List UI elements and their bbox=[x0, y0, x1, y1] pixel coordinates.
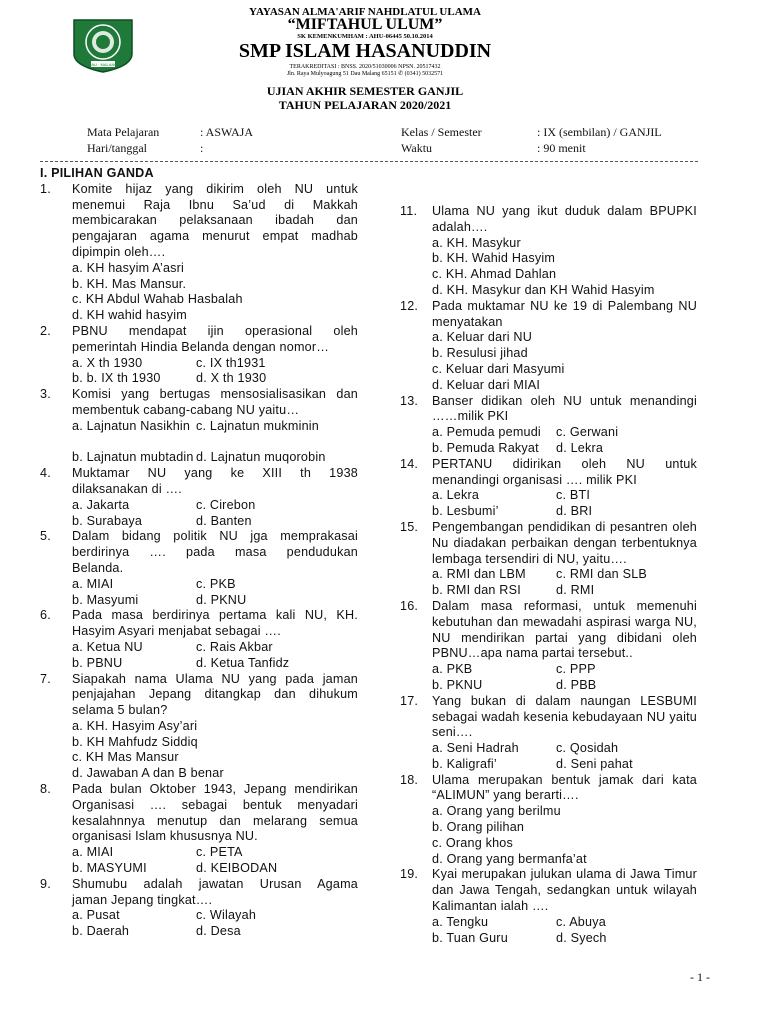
answer-option[interactable]: b. Lesbumi’ bbox=[432, 504, 499, 519]
answer-option-row bbox=[432, 346, 697, 362]
question-text: Muktamar NU yang ke XIII th 1938 bbox=[72, 466, 358, 481]
answer-option-row bbox=[432, 378, 697, 394]
answer-option[interactable]: a. Pusat bbox=[72, 908, 120, 923]
answer-option-row bbox=[432, 251, 697, 267]
question-item bbox=[400, 599, 697, 694]
answer-option[interactable]: a. RMI dan LBM bbox=[432, 567, 526, 582]
answer-option[interactable]: a. X th 1930 bbox=[72, 355, 143, 370]
question-text: Pengembangan pendidikan di pesantren oleh bbox=[432, 519, 697, 534]
question-text: Nu diadakan perbaikan dengan terbentuknya bbox=[432, 535, 697, 550]
answer-option-row bbox=[432, 362, 697, 378]
answer-option[interactable]: d. KH. Masykur dan KH Wahid Hasyim bbox=[432, 282, 655, 297]
answer-option-row bbox=[72, 719, 358, 735]
question-item bbox=[40, 324, 358, 387]
answer-option-row bbox=[432, 330, 697, 346]
answer-option-row bbox=[72, 435, 358, 451]
answer-option[interactable]: a. Keluar dari NU bbox=[432, 330, 532, 345]
question-number: 13. bbox=[400, 393, 419, 408]
answer-option[interactable]: d. Seni pahat bbox=[556, 756, 633, 771]
answer-option[interactable]: a. KH. Masykur bbox=[432, 235, 521, 250]
question-text: pemerintah Hindia Belanda dengan nomor… bbox=[72, 339, 330, 354]
question-text: menandingi organisasi …. milik PKI bbox=[432, 472, 637, 487]
answer-option[interactable]: b. Surabaya bbox=[72, 513, 143, 528]
answer-option-row bbox=[72, 450, 358, 466]
date-label: Hari/tanggal bbox=[87, 141, 147, 155]
answer-option[interactable]: b. b. IX th 1930 bbox=[72, 371, 161, 386]
answer-option[interactable]: c. BTI bbox=[556, 488, 591, 503]
question-number: 8. bbox=[40, 782, 51, 797]
answer-option[interactable]: b. Masyumi bbox=[72, 592, 139, 607]
answer-option[interactable]: d. PBB bbox=[556, 677, 597, 692]
answer-option-row bbox=[72, 498, 358, 514]
answer-option[interactable]: c. Wilayah bbox=[196, 908, 257, 923]
foundation-subtitle: “MIFTAHUL ULUM” bbox=[287, 16, 443, 33]
question-text: kebutuhan dan mewadahi aspirasi warga NU, bbox=[432, 614, 697, 629]
answer-option[interactable]: b. KH. Mas Mansur. bbox=[72, 276, 187, 291]
answer-option[interactable]: a. PKB bbox=[432, 662, 473, 677]
answer-option-row bbox=[72, 577, 358, 593]
question-item bbox=[400, 299, 697, 394]
answer-option[interactable]: b. Resulusi jihad bbox=[432, 346, 528, 361]
question-text: Organisasi …. sebagai bentuk menyadari bbox=[72, 797, 358, 812]
answer-option[interactable]: b. MASYUMI bbox=[72, 861, 147, 876]
answer-option[interactable]: c. Gerwani bbox=[556, 425, 619, 440]
page-number: - 1 - bbox=[690, 970, 710, 984]
question-number: 15. bbox=[400, 519, 419, 534]
answer-option[interactable]: d. KEIBODAN bbox=[196, 861, 278, 876]
question-text: adalah…. bbox=[432, 219, 488, 234]
answer-option[interactable]: d. Orang yang bermanfa’at bbox=[432, 851, 587, 866]
answer-option[interactable]: b. PBNU bbox=[72, 655, 123, 670]
answer-option-row bbox=[72, 640, 358, 656]
question-item bbox=[40, 877, 358, 940]
answer-option[interactable]: d. Ketua Tanfidz bbox=[196, 655, 290, 670]
foundation-name: YAYASAN ALMA'ARIF NAHDLATUL ULAMA bbox=[249, 6, 481, 18]
answer-option[interactable]: c. KH. Ahmad Dahlan bbox=[432, 267, 557, 282]
question-number: 17. bbox=[400, 693, 419, 708]
question-item bbox=[40, 672, 358, 783]
answer-option[interactable]: b. Tuan Guru bbox=[432, 930, 508, 945]
sk-number: SK KEMENKUMHAM : AHU-06445 50.10.2014 bbox=[297, 33, 433, 40]
question-text: Shumubu adalah jawatan Urusan Agama bbox=[72, 876, 358, 891]
answer-option-row bbox=[432, 283, 697, 299]
separator-line bbox=[40, 161, 698, 162]
question-item bbox=[40, 387, 358, 466]
answer-option-row bbox=[432, 741, 697, 757]
answer-option[interactable]: d. Banten bbox=[196, 513, 252, 528]
answer-option[interactable]: c. Keluar dari Masyumi bbox=[432, 361, 565, 376]
answer-option[interactable]: c. KH Mas Mansur bbox=[72, 750, 179, 765]
answer-option[interactable]: b. Daerah bbox=[72, 924, 130, 939]
question-text: Ulama NU yang ikut duduk dalam BPUPKI bbox=[432, 204, 697, 218]
answer-option[interactable]: a. Pemuda pemudi bbox=[432, 425, 541, 440]
answer-option[interactable]: d. KH wahid hasyim bbox=[72, 308, 187, 323]
answer-option-row bbox=[432, 567, 697, 583]
question-text: sebagai wadah kesenia kebudayaan NU yaitu bbox=[432, 709, 697, 724]
question-number: 12. bbox=[400, 298, 419, 313]
question-text: “ALIMUN” yang berarti…. bbox=[432, 788, 579, 803]
answer-option-row bbox=[432, 441, 697, 457]
question-item bbox=[400, 694, 697, 773]
answer-option[interactable]: d. Lekra bbox=[556, 440, 604, 455]
answer-option-row bbox=[72, 861, 358, 877]
answer-option[interactable]: a. MIAI bbox=[72, 845, 114, 860]
question-number: 7. bbox=[40, 671, 51, 686]
answer-option-row bbox=[432, 836, 697, 852]
question-number: 4. bbox=[40, 466, 51, 481]
answer-option-row bbox=[72, 292, 358, 308]
answer-option[interactable]: d. Desa bbox=[196, 924, 241, 939]
question-number: 14. bbox=[400, 456, 419, 471]
section-title: I. PILIHAN GANDA bbox=[40, 166, 154, 180]
answer-option-row bbox=[432, 236, 697, 252]
answer-option-row bbox=[432, 931, 697, 947]
answer-option-row bbox=[72, 845, 358, 861]
time-label: Waktu bbox=[401, 141, 433, 155]
answer-option[interactable]: d. Keluar dari MIAI bbox=[432, 377, 541, 392]
question-item bbox=[40, 466, 358, 529]
question-text: penjajahan Jepang ditangkap dan dihukum bbox=[72, 687, 358, 702]
answer-option[interactable]: b. Lajnatun mubtadin bbox=[72, 450, 194, 465]
answer-option[interactable]: c. PKB bbox=[196, 576, 236, 591]
question-text: Komisi yang bertugas mensosialisasikan dan bbox=[72, 387, 358, 402]
question-text: PERTANU didirikan oleh NU untuk bbox=[432, 456, 697, 471]
question-number: 9. bbox=[40, 876, 51, 891]
answer-option-row bbox=[72, 750, 358, 766]
question-item bbox=[400, 773, 697, 868]
answer-option-row bbox=[432, 488, 697, 504]
question-number: 6. bbox=[40, 608, 51, 623]
question-text: pengajaran agama menurut empat madhab bbox=[72, 229, 358, 244]
answer-option[interactable]: a. MIAI bbox=[72, 576, 114, 591]
question-text: berdirinya …. pada masa pendudukan bbox=[72, 545, 358, 560]
question-text: PBNU mendapat ijin operasional oleh bbox=[72, 323, 358, 338]
answer-option[interactable]: b. Kaligrafi’ bbox=[432, 756, 497, 771]
answer-option[interactable]: a. KH. Hasyim Asy’ari bbox=[72, 718, 198, 733]
answer-option-row bbox=[432, 852, 697, 868]
question-item bbox=[400, 867, 697, 946]
answer-option-row bbox=[72, 308, 358, 324]
answer-option-row bbox=[72, 419, 358, 435]
question-item bbox=[40, 529, 358, 608]
answer-option[interactable]: d. PKNU bbox=[196, 592, 247, 607]
answer-option-row bbox=[72, 735, 358, 751]
question-text: menyatakan bbox=[432, 314, 503, 329]
academic-year: TAHUN PELAJARAN 2020/2021 bbox=[278, 98, 452, 112]
question-number: 19. bbox=[400, 867, 419, 882]
logo-text: DAU · MALANG bbox=[88, 62, 118, 67]
exam-title: UJIAN AKHIR SEMESTER GANJIL bbox=[266, 84, 464, 98]
date-value: : bbox=[200, 141, 204, 155]
answer-option[interactable]: c. IX th1931 bbox=[196, 355, 266, 370]
question-text: dilaksanakan di …. bbox=[72, 481, 183, 496]
question-text: Yang bukan di dalam naungan LESBUMI bbox=[432, 693, 697, 708]
answer-option[interactable]: c. Qosidah bbox=[556, 741, 619, 756]
question-number: 3. bbox=[40, 387, 51, 402]
question-text: membentuk cabang-cabang NU yaitu… bbox=[72, 402, 300, 417]
answer-option[interactable]: c. Orang khos bbox=[432, 835, 513, 850]
question-item bbox=[400, 394, 697, 457]
answer-option-row bbox=[72, 514, 358, 530]
question-number: 5. bbox=[40, 529, 51, 544]
answer-option[interactable]: a. Seni Hadrah bbox=[432, 741, 519, 756]
question-item bbox=[400, 457, 697, 520]
class-label: Kelas / Semester bbox=[401, 125, 482, 139]
answer-option-row bbox=[72, 924, 358, 940]
question-text: dan Jawa Tengah, sedangkan untuk wilayah bbox=[432, 883, 697, 898]
answer-option[interactable]: c. RMI dan SLB bbox=[556, 567, 647, 582]
question-text: Siapakah nama Ulama NU yang pada jaman bbox=[72, 671, 358, 686]
answer-option[interactable]: b. PKNU bbox=[432, 677, 483, 692]
answer-option-row bbox=[432, 915, 697, 931]
question-text: Pada masa berdirinya pertama kali NU, KH. bbox=[72, 608, 358, 623]
answer-option[interactable]: b. KH Mahfudz Siddiq bbox=[72, 734, 198, 749]
answer-option-row bbox=[432, 678, 697, 694]
question-text: Hasyim Asyari menjabat sebagai …. bbox=[72, 624, 281, 639]
answer-option-row bbox=[432, 757, 697, 773]
time-value: : 90 menit bbox=[537, 141, 586, 155]
subject-label: Mata Pelajaran bbox=[87, 125, 160, 139]
question-text: Dalam masa reformasi, untuk memenuhi bbox=[432, 598, 697, 613]
answer-option[interactable]: d. Jawaban A dan B benar bbox=[72, 766, 224, 781]
question-number: 18. bbox=[400, 772, 419, 787]
answer-option-row bbox=[432, 504, 697, 520]
question-text: Kalimantan ialah …. bbox=[432, 899, 549, 914]
answer-option[interactable]: c. PPP bbox=[556, 662, 596, 677]
answer-option[interactable]: a. Orang yang berilmu bbox=[432, 804, 561, 819]
accreditation: TERAKREDITASI : BNSS. 2020/51030006 NPSN. 20517432 bbox=[289, 64, 441, 70]
question-text: Pada bulan Oktober 1943, Jepang mendirikan bbox=[72, 782, 358, 797]
question-text: organisasi Islam khususnya NU. bbox=[72, 829, 258, 844]
school-address: Jln. Raya Mulyoagung 51 Dau Malang 65151 ✆ (0341) 5032571 bbox=[286, 71, 444, 77]
question-text: lembaga tersendiri di NU, yaitu…. bbox=[432, 551, 627, 566]
answer-option-row bbox=[432, 662, 697, 678]
answer-option[interactable]: c. Abuya bbox=[556, 914, 606, 929]
answer-option-row bbox=[432, 425, 697, 441]
answer-option[interactable]: a. Tengku bbox=[432, 914, 489, 929]
questions-right-column bbox=[400, 204, 697, 946]
question-text: kesalahnnya menutup dan melarang semua bbox=[72, 813, 358, 828]
question-text: NU mendirikan partai yang dibidani oleh bbox=[432, 630, 697, 645]
question-text: Belanda. bbox=[72, 560, 124, 575]
question-text: menemui Raja Ibnu Sa’ud di Makkah bbox=[72, 197, 358, 212]
question-item bbox=[40, 182, 358, 324]
answer-option[interactable]: b. KH. Wahid Hasyim bbox=[432, 251, 556, 266]
question-text: seni…. bbox=[432, 725, 473, 740]
answer-option[interactable]: d. Syech bbox=[556, 930, 607, 945]
answer-option-row bbox=[72, 277, 358, 293]
answer-option[interactable]: b. RMI dan RSI bbox=[432, 583, 521, 598]
question-text: dipimpin oleh…. bbox=[72, 244, 166, 259]
answer-option-row bbox=[72, 766, 358, 782]
question-text: PBNU…apa nama partai tersebut.. bbox=[432, 646, 633, 661]
answer-option[interactable]: d. BRI bbox=[556, 504, 593, 519]
answer-option[interactable]: a. KH hasyim A’asri bbox=[72, 260, 185, 275]
question-text: jaman Jepang tingkat…. bbox=[72, 892, 213, 907]
question-item bbox=[40, 608, 358, 671]
question-text: Komite hijaz yang dikirim oleh NU untuk bbox=[72, 181, 358, 196]
question-number: 1. bbox=[40, 181, 51, 196]
question-number: 16. bbox=[400, 598, 419, 613]
answer-option[interactable]: a. Lekra bbox=[432, 488, 480, 503]
answer-option[interactable]: a. Ketua NU bbox=[72, 639, 143, 654]
question-item bbox=[400, 204, 697, 299]
answer-option-row bbox=[72, 356, 358, 372]
question-text: ……milik PKI bbox=[432, 409, 509, 424]
question-item bbox=[40, 782, 358, 877]
answer-option-row bbox=[72, 371, 358, 387]
answer-option-row bbox=[432, 583, 697, 599]
answer-option[interactable]: c. PETA bbox=[196, 845, 243, 860]
question-item bbox=[400, 520, 697, 599]
answer-option[interactable]: c. Cirebon bbox=[196, 497, 256, 512]
answer-option[interactable] bbox=[72, 435, 196, 451]
question-text: Pada muktamar NU ke 19 di Palembang NU bbox=[432, 298, 697, 313]
answer-option[interactable]: b. Pemuda Rakyat bbox=[432, 440, 539, 455]
answer-option[interactable]: a. Jakarta bbox=[72, 497, 130, 512]
question-text: Ulama merupakan bentuk jamak dari kata bbox=[432, 772, 697, 787]
answer-option[interactable]: b. Orang pilihan bbox=[432, 820, 525, 835]
answer-option[interactable]: a. Lajnatun Nasikhin bbox=[72, 418, 191, 433]
question-number: 11. bbox=[400, 204, 418, 218]
subject-value: : ASWAJA bbox=[200, 125, 254, 139]
question-text: Banser didikan oleh NU untuk menandingi bbox=[432, 393, 697, 408]
answer-option-row bbox=[72, 908, 358, 924]
answer-option[interactable]: c. Lajnatun mukminin bbox=[196, 418, 320, 433]
answer-option[interactable]: c. KH Abdul Wahab Hasbalah bbox=[72, 292, 243, 307]
answer-option[interactable]: c. Rais Akbar bbox=[196, 639, 273, 654]
school-name: SMP ISLAM HASANUDDIN bbox=[238, 40, 492, 62]
class-value: : IX (sembilan) / GANJIL bbox=[537, 125, 662, 139]
question-text: selama 5 bulan? bbox=[72, 703, 168, 718]
answer-option[interactable]: d. X th 1930 bbox=[196, 371, 267, 386]
answer-option-row bbox=[72, 656, 358, 672]
answer-option-row bbox=[432, 804, 697, 820]
answer-option-row bbox=[72, 261, 358, 277]
school-logo-icon bbox=[68, 14, 138, 74]
question-text: Kyai merupakan julukan ulama di Jawa Timur bbox=[432, 867, 697, 882]
questions-left-column bbox=[40, 166, 358, 940]
answer-option-row bbox=[432, 267, 697, 283]
question-number: 2. bbox=[40, 323, 51, 338]
answer-option[interactable]: d. Lajnatun muqorobin bbox=[196, 450, 326, 465]
question-text: Dalam bidang politik NU jga memprakasai bbox=[72, 529, 358, 544]
answer-option-row bbox=[72, 593, 358, 609]
question-text: membicarakan pelaksanaan ibadah dan bbox=[72, 213, 358, 228]
answer-option[interactable]: d. RMI bbox=[556, 583, 595, 598]
answer-option-row bbox=[432, 820, 697, 836]
